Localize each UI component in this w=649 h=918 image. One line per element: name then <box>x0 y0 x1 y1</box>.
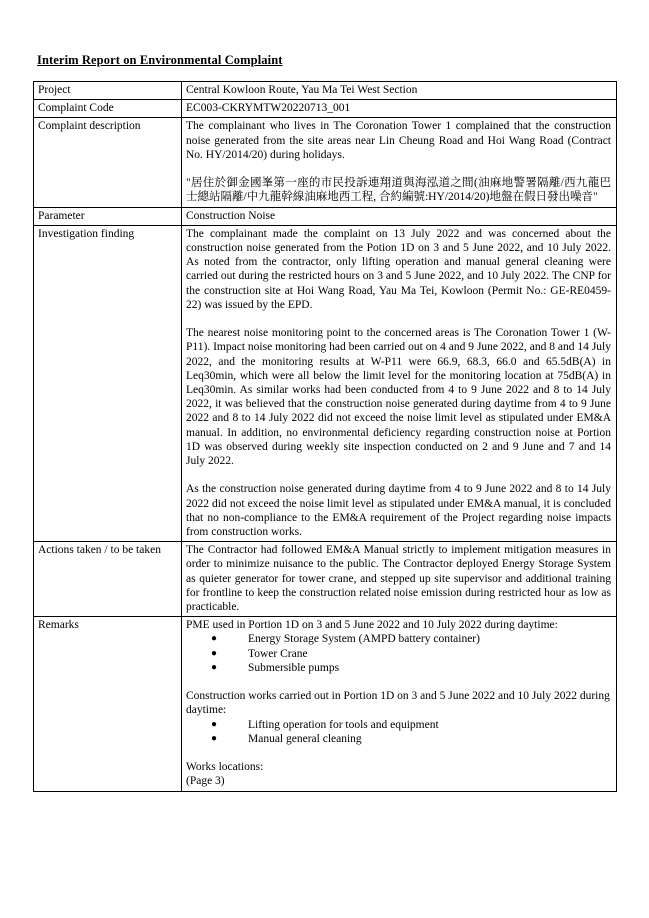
row-value-project: Central Kowloon Route, Yau Ma Tei West Section <box>182 82 617 100</box>
blank-line <box>186 746 611 760</box>
row-label-remarks: Remarks <box>34 617 182 791</box>
list-item <box>186 647 611 661</box>
row-label-actions-taken: Actions taken / to be taken <box>34 542 182 617</box>
pme-item-tower-crane: Tower Crane <box>248 647 308 660</box>
bullet-icon: ● <box>211 718 218 730</box>
bullet-icon: ● <box>211 732 218 744</box>
pme-item-submersible-pumps: Submersible pumps <box>248 661 340 674</box>
row-label-investigation-finding: Investigation finding <box>34 225 182 541</box>
table-row-remarks <box>34 617 617 791</box>
bullet-icon: ● <box>211 661 218 673</box>
works-item-manual-cleaning: Manual general cleaning <box>248 732 362 745</box>
complaint-description-chinese: "居住於御金國峯第一座的市民投訴連翔道與海泓道之間(油麻地警署隔離/西九龍巴士總站隔離/中九龍幹線油麻地西工程, 合約編號:HY/2014/20)地盤在假日發出噪音" <box>186 177 611 204</box>
remarks-page-reference: (Page 3) <box>186 775 225 788</box>
remarks-works-locations-label: Works locations: <box>186 761 264 774</box>
table-row-actions-taken <box>34 542 617 617</box>
blank-line <box>186 312 611 326</box>
works-item-lifting-operation: Lifting operation for tools and equipment <box>248 718 439 731</box>
row-label-project: Project <box>34 82 182 100</box>
report-title: Interim Report on Environmental Complaint <box>37 53 283 67</box>
table-row-investigation-finding <box>34 225 617 541</box>
row-value-complaint-description <box>182 118 617 207</box>
row-label-complaint-code: Complaint Code <box>34 100 182 118</box>
list-item <box>186 718 611 732</box>
investigation-paragraph-1: The complainant made the complaint on 13 July 2022 and was concerned about the construction noise generated from the Potion 1D on 3 and 5 June 2022, and 10 July 2022. As noted from the contractor, only lifting operation and manual general cleaning were carried out during the restricted hours on 3 and 5 June 2022, and 10 July 2022. The CNP for the construction site at Hoi Wang Road, Yau Ma Tei, Kowloon (Permit No.: GE-RE0459-22) was issued by the EPD. <box>186 227 611 311</box>
list-item <box>186 732 611 746</box>
blank-line <box>186 468 611 482</box>
list-item <box>186 661 611 675</box>
pme-item-energy-storage: Energy Storage System (AMPD battery container) <box>248 633 480 646</box>
row-label-parameter: Parameter <box>34 207 182 225</box>
table-row-project <box>34 82 617 100</box>
complaint-description-english: The complainant who lives in The Coronation Tower 1 complained that the construction noise generated from the site areas near Lin Cheung Road and Hoi Wang Road (Contract No. HY/2014/20) during holidays. <box>186 120 611 161</box>
row-label-complaint-description: Complaint description <box>34 118 182 207</box>
row-value-parameter: Construction Noise <box>182 207 617 225</box>
investigation-paragraph-2: The nearest noise monitoring point to the concerned areas is The Coronation Tower 1 (W-P11). Impact noise monitoring had been carried out on 4 and 9 June 2022, and 8 and 14 July 2022, and the monitoring results at W-P11 were 66.9, 68.3, 66.0 and 65.5dB(A) in Leq30min, which were all below the limit level for the monitoring location at 75dB(A) in Leq30min. As similar works had been conducted from 4 to 9 June 2022 and 8 to 14 July 2022, it was believed that the construction noise generated during daytime from 4 to 9 June 2022 and 8 to 14 July 2022 did not exceed the noise limit level as stipulated under EM&A manual. In addition, no environmental deficiency regarding construction noise at Portion 1D was observed during weekly site inspection conducted on 2 and 9 June and 7 and 14 July 2022. <box>186 327 611 468</box>
investigation-paragraph-3: As the construction noise generated during daytime from 4 to 9 June 2022 and 8 to 14 July 2022 did not exceed the noise limit level as stipulated under EM&A manual, it is concluded that no non-compliance to the EM&A requirement of the Project regarding noise impacts from construction works. <box>186 483 611 539</box>
row-value-investigation-finding <box>182 225 617 541</box>
blank-line <box>186 162 611 176</box>
remarks-pme-intro: PME used in Portion 1D on 3 and 5 June 2022 and 10 July 2022 during daytime: <box>186 619 558 632</box>
complaint-table <box>33 81 617 792</box>
table-row-complaint-description <box>34 118 617 207</box>
blank-line <box>186 675 611 689</box>
bullet-icon: ● <box>211 633 218 645</box>
list-item <box>186 632 611 646</box>
table-row-parameter <box>34 207 617 225</box>
bullet-icon: ● <box>211 647 218 659</box>
actions-taken-paragraph: The Contractor had followed EM&A Manual strictly to implement mitigation measures in order to minimize nuisance to the public. The Contractor deployed Energy Storage System as quieter generator for tower crane, and stepped up site supervisor and additional training for frontline to keep the construction related noise emission during restricted hour as low as practicable. <box>186 544 611 614</box>
row-value-actions-taken <box>182 542 617 617</box>
remarks-works-intro: Construction works carried out in Portion 1D on 3 and 5 June 2022 and 10 July 2022 during daytime: <box>186 690 610 717</box>
row-value-complaint-code: EC003-CKRYMTW20220713_001 <box>182 100 617 118</box>
table-row-complaint-code <box>34 100 617 118</box>
row-value-remarks <box>182 617 617 791</box>
